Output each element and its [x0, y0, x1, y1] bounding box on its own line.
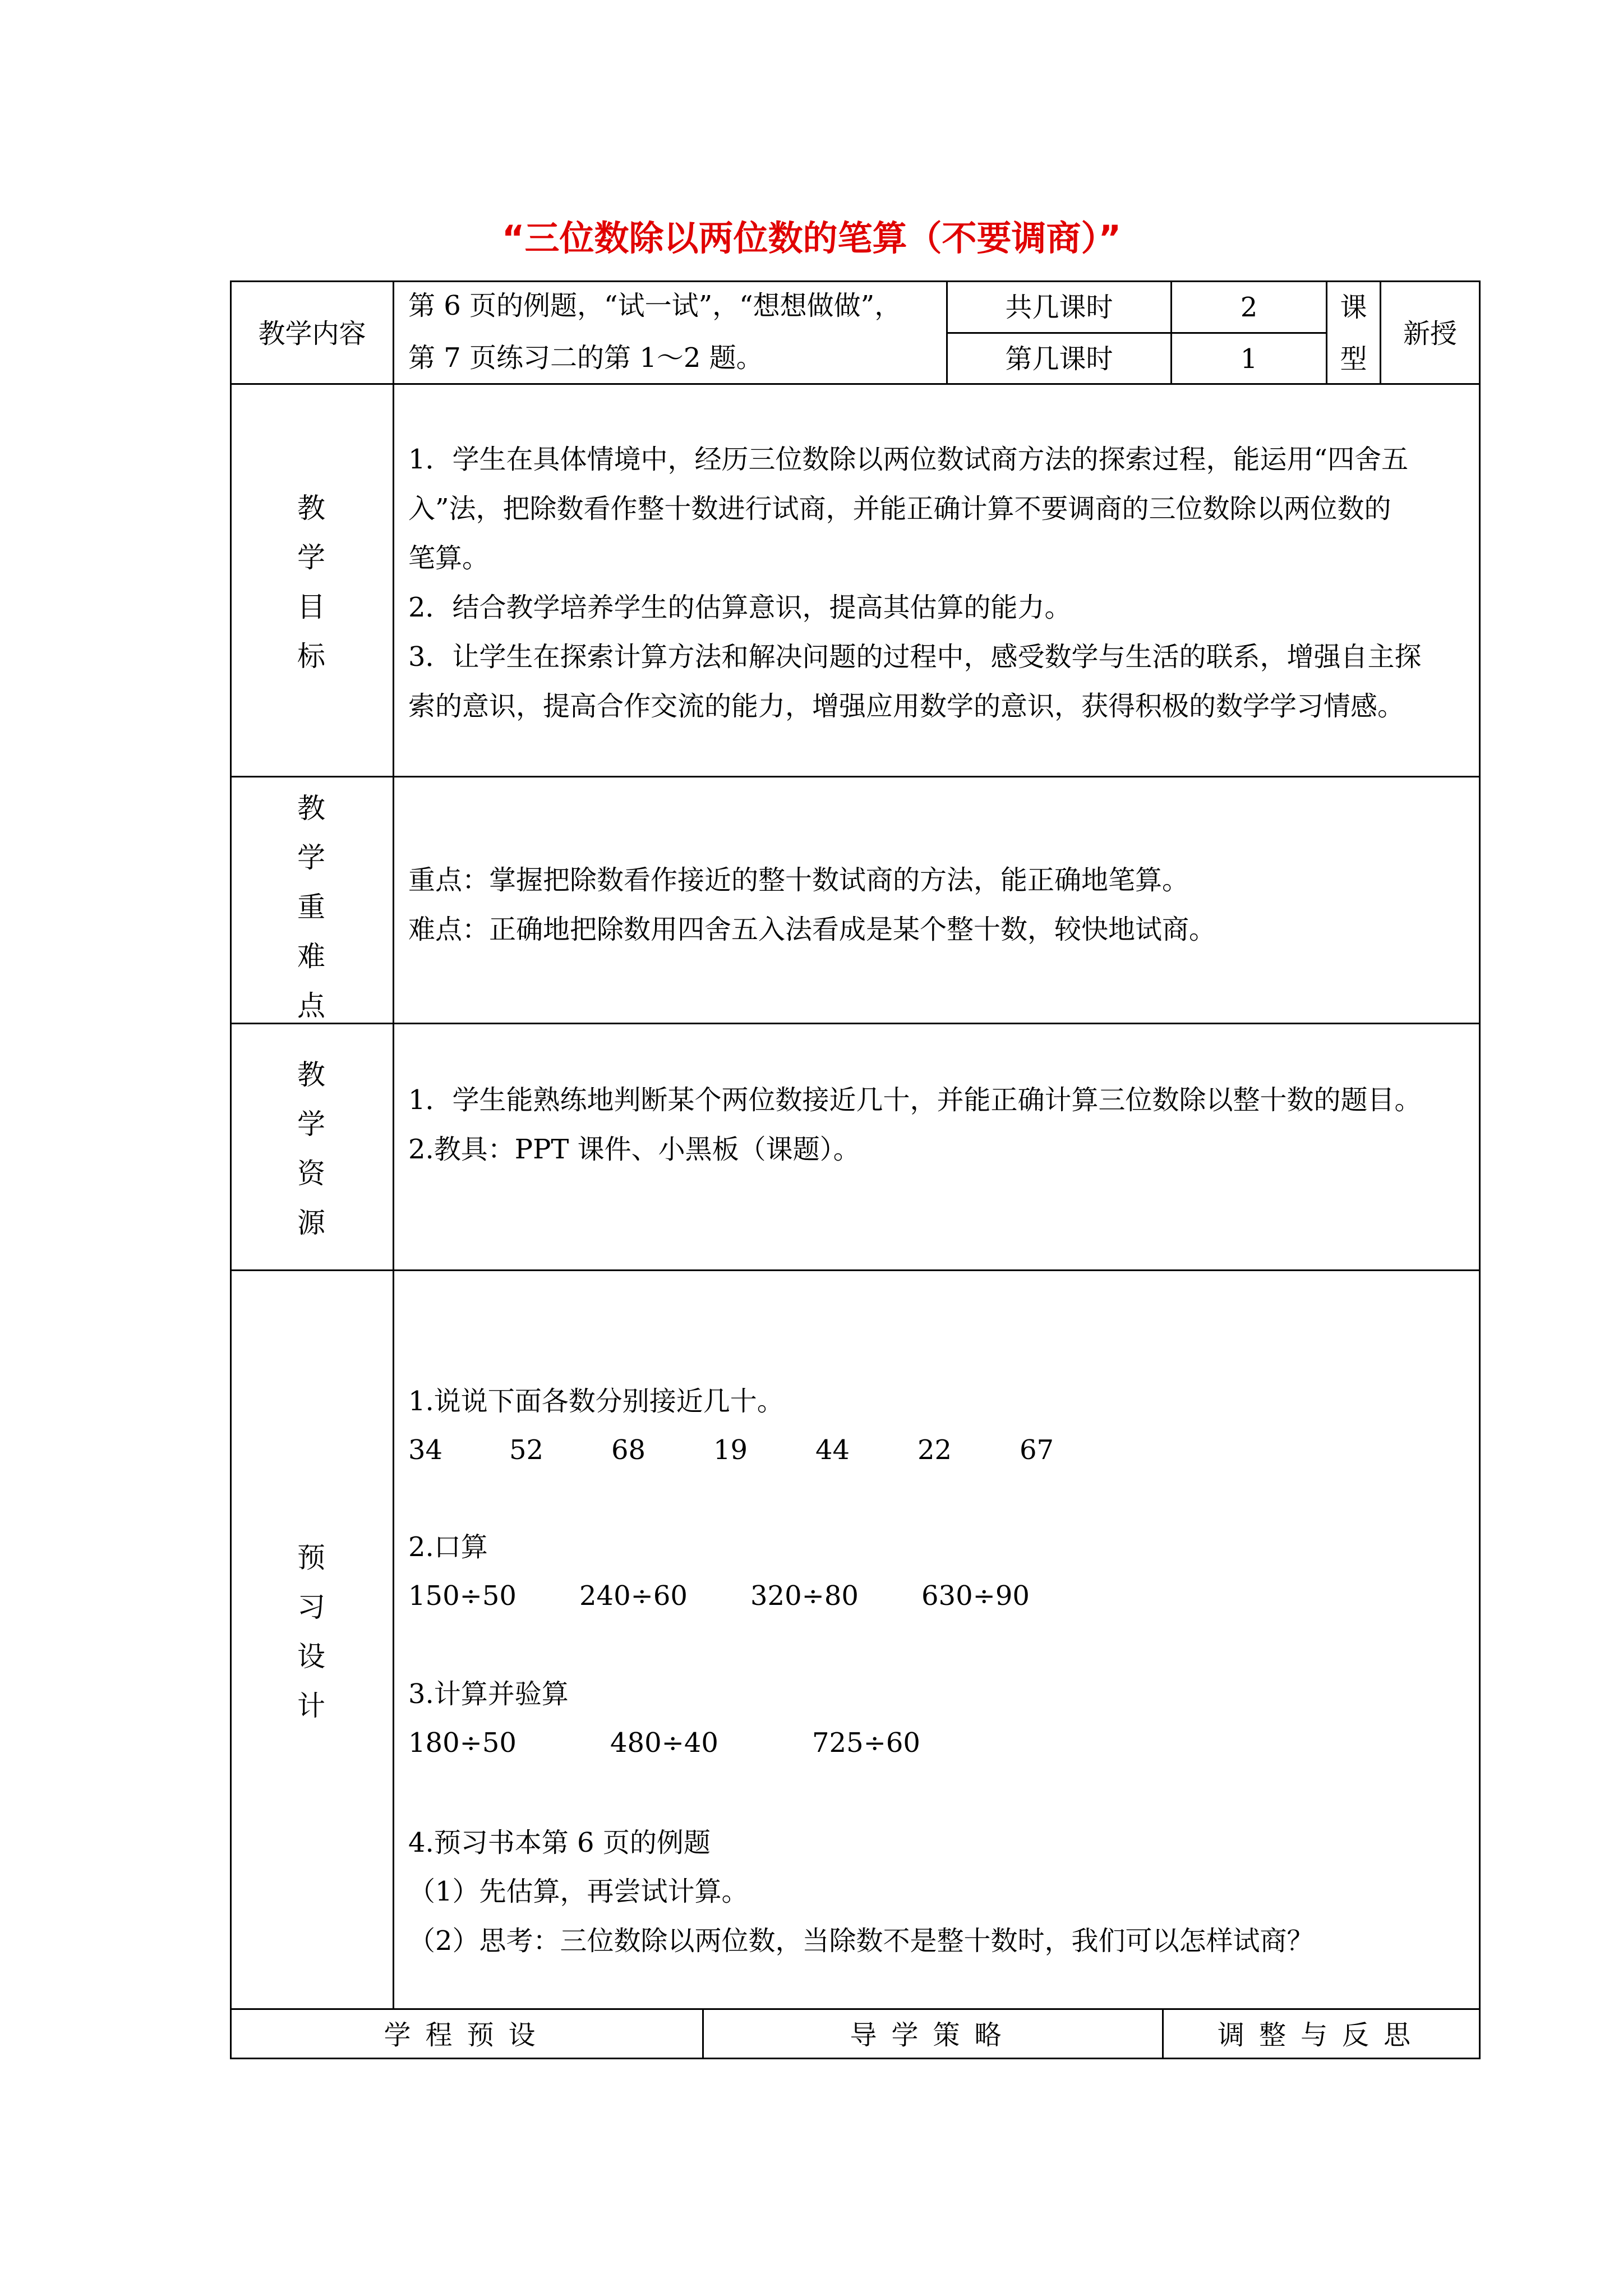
- current-hour-value: 1: [1240, 343, 1258, 375]
- label-char: 预: [297, 1542, 325, 1574]
- calc-item: 180÷50: [408, 1727, 517, 1759]
- number-item: 68: [611, 1434, 646, 1466]
- preview-question-2: 2.口算: [408, 1531, 488, 1563]
- number-item: 52: [509, 1434, 544, 1466]
- label-char: 教: [297, 492, 325, 524]
- row-divider: [946, 332, 1327, 334]
- objectives-label: [230, 484, 393, 681]
- preview-q4-sub-1: （1）先估算，再尝试计算。: [408, 1876, 749, 1907]
- objective-line: 1．学生在具体情境中，经历三位数除以两位数试商方法的探索过程，能运用“四舍五: [408, 444, 1409, 475]
- current-hour-label: 第几课时: [1005, 343, 1113, 375]
- objective-line: 入”法，把除数看作整十数进行试商，并能正确计算不要调商的三位数除以两位数的: [408, 493, 1391, 524]
- resources-text: [408, 1075, 1474, 1174]
- label-char: 教: [297, 1059, 325, 1091]
- key-points-label: [230, 784, 393, 1030]
- oral-calc-item: 630÷90: [921, 1580, 1030, 1612]
- resources-label: [230, 1050, 393, 1248]
- label-char: 计: [297, 1690, 325, 1722]
- label-column-divider: [393, 280, 394, 2010]
- number-item: 67: [1020, 1434, 1054, 1466]
- preview-q4-sub-2: （2）思考：三位数除以两位数，当除数不是整十数时，我们可以怎样试商？: [408, 1925, 1314, 1957]
- objective-line: 笔算。: [408, 542, 490, 574]
- label-char: 源: [297, 1207, 325, 1239]
- lesson-type-value: 新授: [1403, 318, 1457, 349]
- footer-learning-plan: 学程预设: [384, 2019, 550, 2051]
- objective-line: 索的意识，提高合作交流的能力，增强应用数学的意识，获得积极的数学学习情感。: [408, 691, 1405, 722]
- row-divider: [230, 383, 1481, 385]
- key-points-text: [408, 855, 1474, 954]
- label-char: 标: [297, 640, 325, 673]
- preview-q3-items: [408, 1726, 1474, 1760]
- oral-calc-item: 150÷50: [408, 1580, 517, 1612]
- teaching-content-line-1: 第 6 页的例题，“试一试”，“想想做做”，: [408, 290, 902, 321]
- label-char: 学: [297, 541, 325, 574]
- preview-label: [230, 1533, 393, 1731]
- oral-calc-item: 320÷80: [750, 1580, 859, 1612]
- page-title: “三位数除以两位数的笔算（不要调商）”: [501, 218, 1122, 259]
- row-divider: [230, 776, 1481, 777]
- table-border-bottom: [230, 2058, 1481, 2059]
- preview-question-1: 1.说说下面各数分别接近几十。: [408, 1386, 784, 1417]
- teaching-content-line-2: 第 7 页练习二的第 1～2 题。: [408, 342, 763, 374]
- label-char: 点: [297, 990, 325, 1022]
- calc-item: 725÷60: [812, 1727, 920, 1759]
- calc-item: 480÷40: [610, 1727, 718, 1759]
- label-char: 设: [297, 1640, 325, 1673]
- number-item: 22: [917, 1434, 952, 1466]
- number-item: 19: [713, 1434, 748, 1466]
- table-border-top: [230, 280, 1481, 282]
- objectives-text: [408, 435, 1474, 731]
- footer-adjust-reflect: 调整与反思: [1217, 2019, 1425, 2051]
- table-border-right: [1479, 280, 1481, 2059]
- difficulty-line: 难点：正确地把除数用四舍五入法看成是某个整十数，较快地试商。: [408, 914, 1216, 945]
- preview-question-4: 4.预习书本第 6 页的例题: [408, 1827, 711, 1858]
- label-char: 资: [297, 1157, 325, 1190]
- preview-q1-numbers: [408, 1433, 1474, 1467]
- label-char: 重: [297, 891, 325, 923]
- row-divider: [230, 1023, 1481, 1024]
- label-char: 学: [297, 1108, 325, 1140]
- preview-q2-items: [408, 1579, 1474, 1613]
- lesson-type-label-2: 型: [1340, 343, 1367, 375]
- label-char: 难: [297, 940, 325, 973]
- preview-question-3: 3.计算并验算: [408, 1678, 569, 1710]
- resource-line: 1．学生能熟练地判断某个两位数接近几十，并能正确计算三位数除以整十数的题目。: [408, 1084, 1422, 1116]
- oral-calc-item: 240÷60: [579, 1580, 688, 1612]
- row-divider: [230, 1269, 1481, 1271]
- number-item: 34: [408, 1434, 443, 1466]
- label-char: 目: [297, 591, 325, 623]
- number-item: 44: [815, 1434, 850, 1466]
- total-hours-label: 共几课时: [1005, 292, 1113, 323]
- objective-line: 2．结合教学培养学生的估算意识，提高其估算的能力。: [408, 592, 1072, 623]
- resource-line: 2.教具：PPT 课件、小黑板（课题）。: [408, 1134, 860, 1165]
- row-divider: [230, 2008, 1481, 2010]
- objective-line: 3．让学生在探索计算方法和解决问题的过程中，感受数学与生活的联系，增强自主探: [408, 641, 1422, 673]
- total-hours-value: 2: [1240, 292, 1258, 323]
- key-point-line: 重点：掌握把除数看作接近的整十数试商的方法，能正确地笔算。: [408, 864, 1189, 896]
- label-char: 习: [297, 1591, 325, 1623]
- label-char: 学: [297, 841, 325, 874]
- lesson-type-label-1: 课: [1340, 292, 1367, 323]
- footer-guidance-strategy: 导学策略: [850, 2019, 1016, 2051]
- label-char: 教: [297, 792, 325, 825]
- teaching-content-label: 教学内容: [258, 318, 366, 349]
